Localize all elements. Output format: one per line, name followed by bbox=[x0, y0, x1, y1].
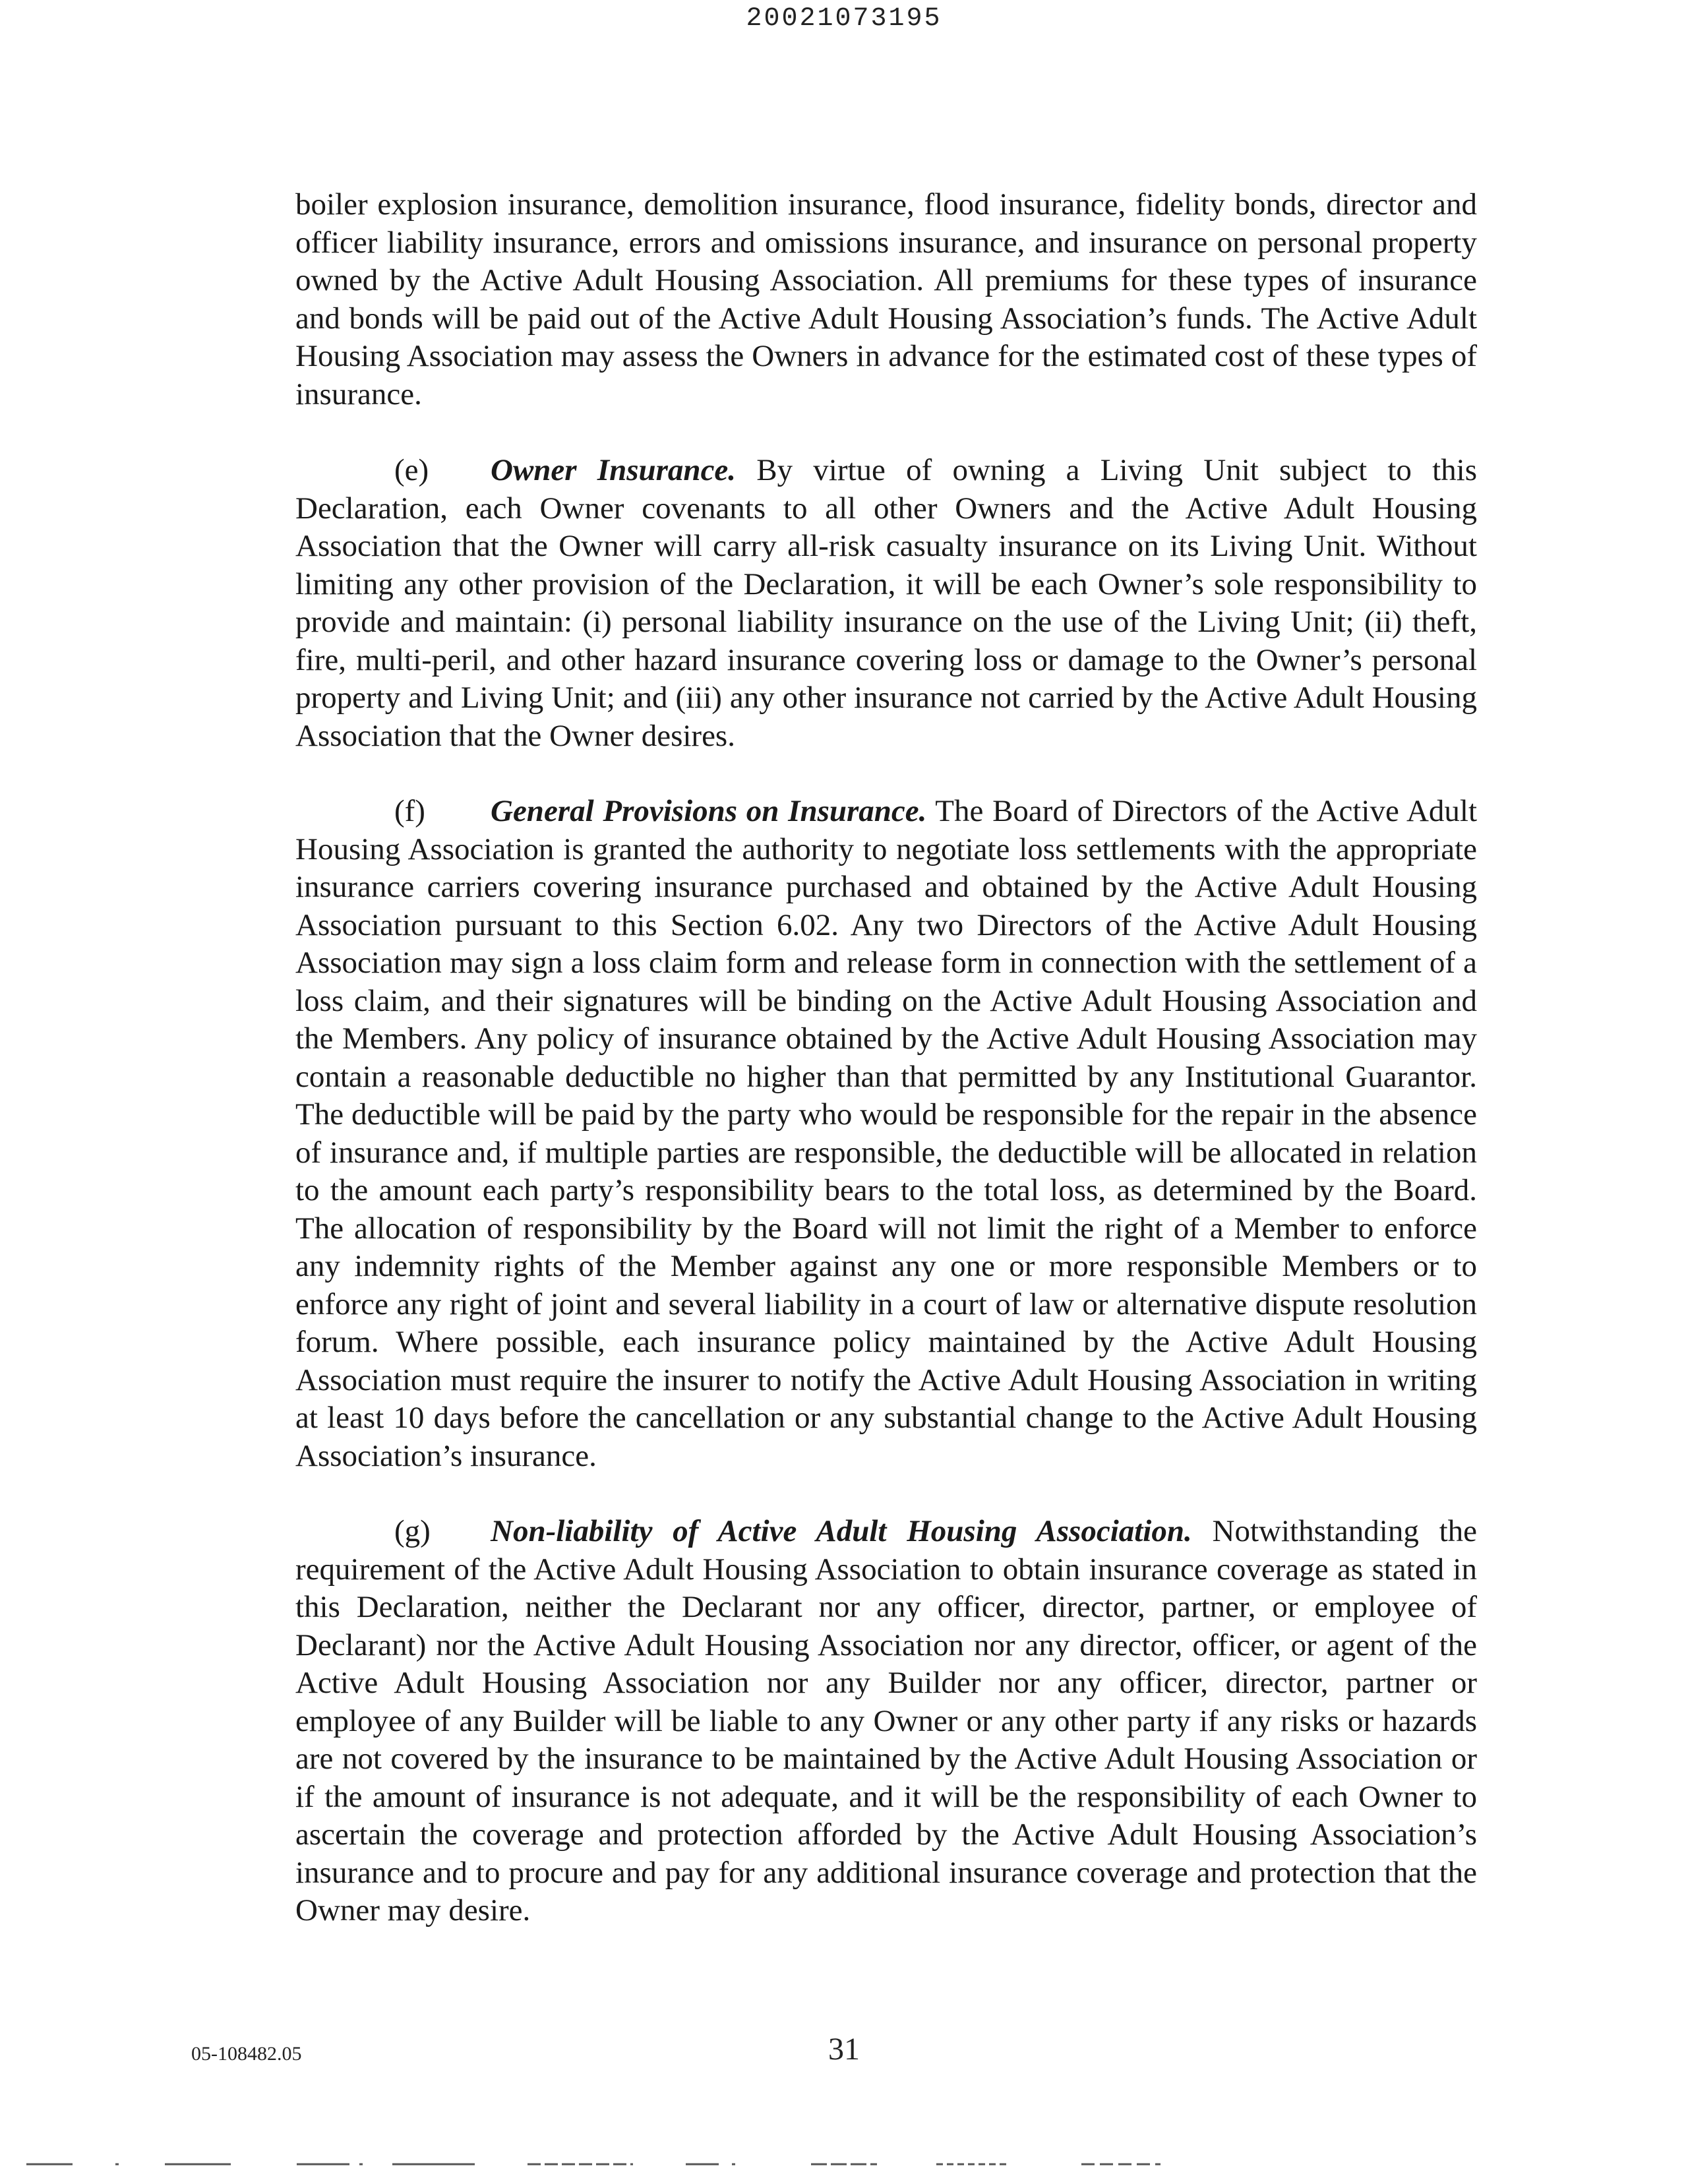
paragraph-e bbox=[295, 452, 1477, 755]
paragraph-f bbox=[295, 793, 1477, 1475]
paragraph-e-heading: Owner Insurance. bbox=[491, 453, 737, 487]
paragraph-g bbox=[295, 1513, 1477, 1930]
footer-document-id: 05-108482.05 bbox=[191, 2043, 302, 2065]
document-number: 20021073195 bbox=[746, 4, 942, 34]
paragraph-f-heading: General Provisions on Insurance. bbox=[491, 794, 927, 828]
paragraph-g-letter: (g) bbox=[394, 1514, 431, 1548]
paragraph-g-heading: Non-liability of Active Adult Housing Association. bbox=[491, 1514, 1192, 1548]
paragraph-e-text: By virtue of owning a Living Unit subject to this Declaration, each Owner covenants to all other Owners and the Active Adult Housing Association that the Owner will carry all-risk casualty insurance on its Living Unit. Without limiting any other provision of the Declaration, it will be each Owner’s sole responsibility to provide and maintain: (i) personal liability insurance on the use of the Living Unit; (ii) theft, fire, multi-peril, and other hazard insurance covering loss or damage to the Owner’s personal property and Living Unit; and (iii) any other insurance not carried by the Active Adult Housing Association that the Owner desires. bbox=[295, 453, 1478, 753]
scan-artifact-marks bbox=[0, 2151, 1688, 2177]
paragraph-g-text: Notwithstanding the requirement of the Active Adult Housing Association to obtain insurance coverage as stated in this Declaration, neither the Declarant nor any officer, director, partner, or employee of Declarant) nor the Active Adult Housing Association nor any director, officer, or agent of the Active Adult Housing Association nor any Builder nor any officer, director, partner or employee of any Builder will be liable to any Owner or any other party if any risks or hazards are not covered by the insurance to be maintained by the Active Adult Housing Association or if the amount of insurance is not adequate, and it will be the responsibility of each Owner to ascertain the coverage and protection afforded by the Active Adult Housing Association’s insurance and to procure and pay for any additional insurance coverage and protection that the Owner may desire. bbox=[295, 1514, 1477, 1927]
paragraph-f-text: The Board of Directors of the Active Adult Housing Association is granted the authority to negotiate loss settlements with the appropriate insurance carriers covering insurance purchased and obtained by the Active Adult Housing Association pursuant to this Section 6.02. Any two Directors of the Active Adult Housing Association may sign a loss claim form and release form in connection with the settlement of a loss claim, and their signatures will be binding on the Active Adult Housing Association and the Members. Any policy of insurance obtained by the Active Adult Housing Association may contain a reasonable deductible no higher than that permitted by any Institutional Guarantor. The deductible will be paid by the party who would be responsible for the repair in the absence of insurance and, if multiple parties are responsible, the deductible will be allocated in relation to the amount each party’s responsibility bears to the total loss, as determined by the Board. The allocation of responsibility by the Board will not limit the right of a Member to enforce any indemnity rights of the Member against any one or more responsible Members or to enforce any right of joint and several liability in a court of law or alternative dispute resolution forum. Where possible, each insurance policy maintained by the Active Adult Housing Association must require the insurer to notify the Active Adult Housing Association in writing at least 10 days before the cancellation or any substantial change to the Active Adult Housing Association’s insurance. bbox=[295, 794, 1478, 1473]
paragraph-e-letter: (e) bbox=[394, 453, 429, 487]
page-number: 31 bbox=[828, 2032, 860, 2067]
paragraph-d-continuation: boiler explosion insurance, demolition insurance, flood insurance, fidelity bonds, director and officer liability insurance, errors and omissions insurance, and insurance on personal property owned by the Active Adult Housing Association. All premiums for these types of insurance and bonds will be paid out of the Active Adult Housing Association’s funds. The Active Adult Housing Association may assess the Owners in advance for the estimated cost of these types of insurance. bbox=[295, 187, 1477, 411]
paragraph-f-letter: (f) bbox=[394, 794, 425, 828]
page-body bbox=[295, 186, 1477, 1968]
